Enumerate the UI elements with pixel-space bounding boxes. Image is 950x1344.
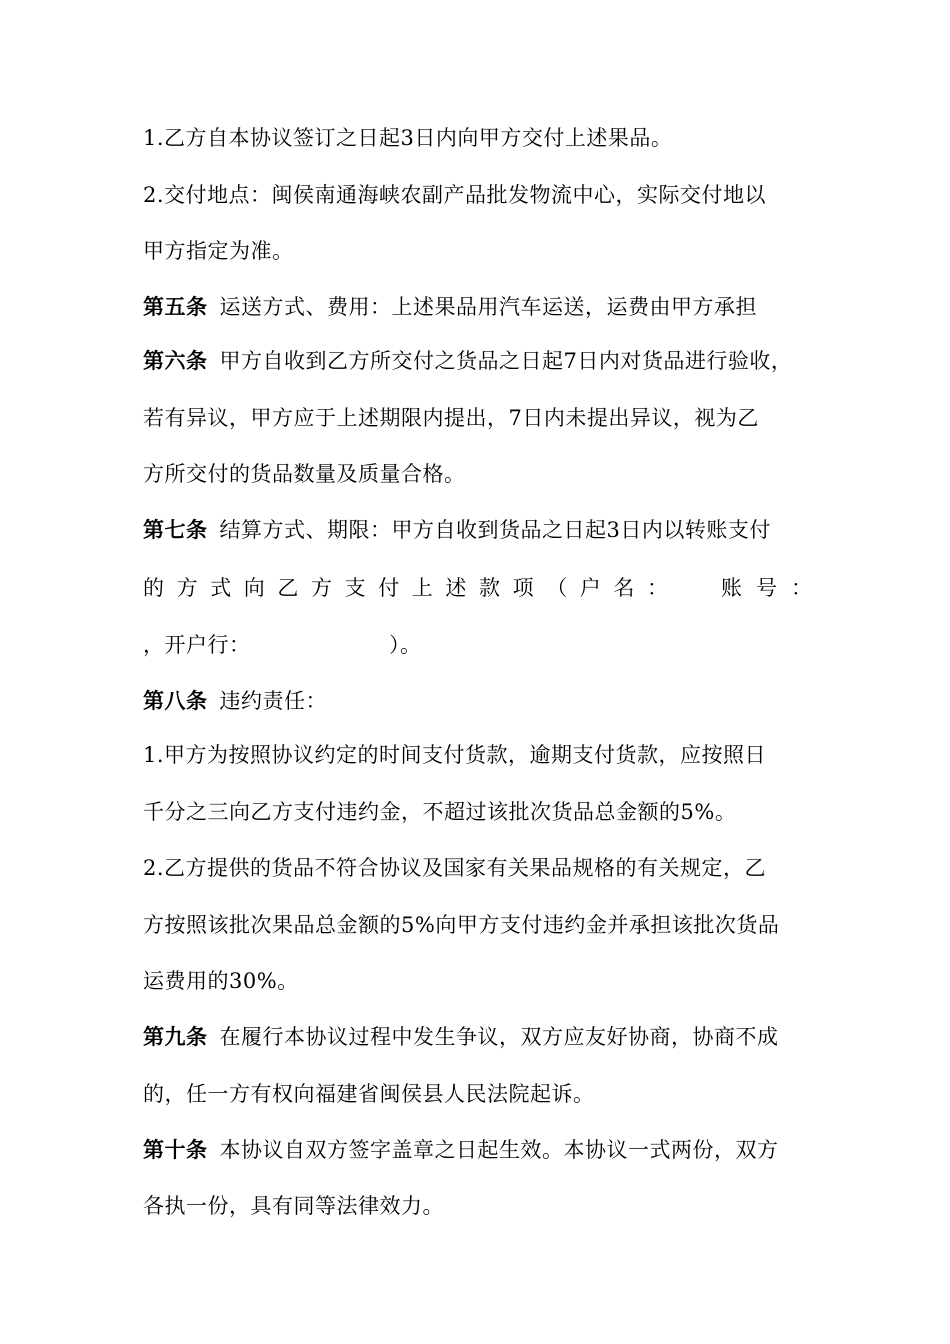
article-6 [143, 349, 792, 373]
bank-close: ）。 [389, 633, 422, 657]
clause-text: 的方式向乙方支付上述款项（户名： [143, 576, 681, 600]
clause-text: 甲方自收到乙方所交付之货品之日起7日内对货品进行验收， [219, 349, 793, 373]
clause-text: 1.乙方自本协议签订之日起3日内向甲方交付上述果品。 [143, 126, 673, 150]
clause-text: 在履行本协议过程中发生争议，双方应友好协商，协商不成 [219, 1025, 779, 1049]
article-heading: 第十条 [143, 1137, 208, 1162]
article-heading: 第七条 [143, 517, 208, 542]
article-7 [143, 518, 771, 542]
bank-line [143, 633, 422, 657]
payment-line [143, 576, 826, 600]
clause-text: 2.乙方提供的货品不符合协议及国家有关果品规格的有关规定，乙 [143, 856, 767, 880]
article-heading: 第八条 [143, 688, 208, 713]
clause-text: 甲方指定为准。 [143, 239, 294, 263]
article-9 [143, 1025, 779, 1049]
account-label: 账号： [721, 576, 826, 600]
article-8 [143, 689, 327, 713]
clause-text: 结算方式、期限：甲方自收到货品之日起3日内以转账支付 [219, 518, 771, 542]
clause-text: 千分之三向乙方支付违约金，不超过该批次货品总金额的5%。 [143, 800, 737, 824]
clause-text: 1.甲方为按照协议约定的时间支付货款，逾期支付货款，应按照日 [143, 743, 767, 767]
clause-text: 2.交付地点：闽侯南通海峡农副产品批发物流中心，实际交付地以 [143, 183, 767, 207]
article-10 [143, 1138, 779, 1162]
article-heading: 第六条 [143, 348, 208, 373]
clause-text: 违约责任： [219, 689, 327, 713]
clause-text: 的，任一方有权向福建省闽侯县人民法院起诉。 [143, 1082, 595, 1106]
clause-text: 本协议自双方签字盖章之日起生效。本协议一式两份，双方 [219, 1138, 779, 1162]
clause-text: 若有异议，甲方应于上述期限内提出，7日内未提出异议，视为乙 [143, 406, 759, 430]
bank-label: ，开户行： [143, 633, 251, 657]
clause-text: 各执一份，具有同等法律效力。 [143, 1194, 444, 1218]
clause-text: 方按照该批次果品总金额的5%向甲方支付违约金并承担该批次货品 [143, 913, 780, 937]
article-heading: 第五条 [143, 294, 208, 319]
clause-text: 运送方式、费用：上述果品用汽车运送，运费由甲方承担 [219, 295, 757, 319]
clause-text: 运费用的30%。 [143, 969, 299, 993]
article-heading: 第九条 [143, 1024, 208, 1049]
article-5 [143, 295, 757, 319]
clause-text: 方所交付的货品数量及质量合格。 [143, 462, 466, 486]
